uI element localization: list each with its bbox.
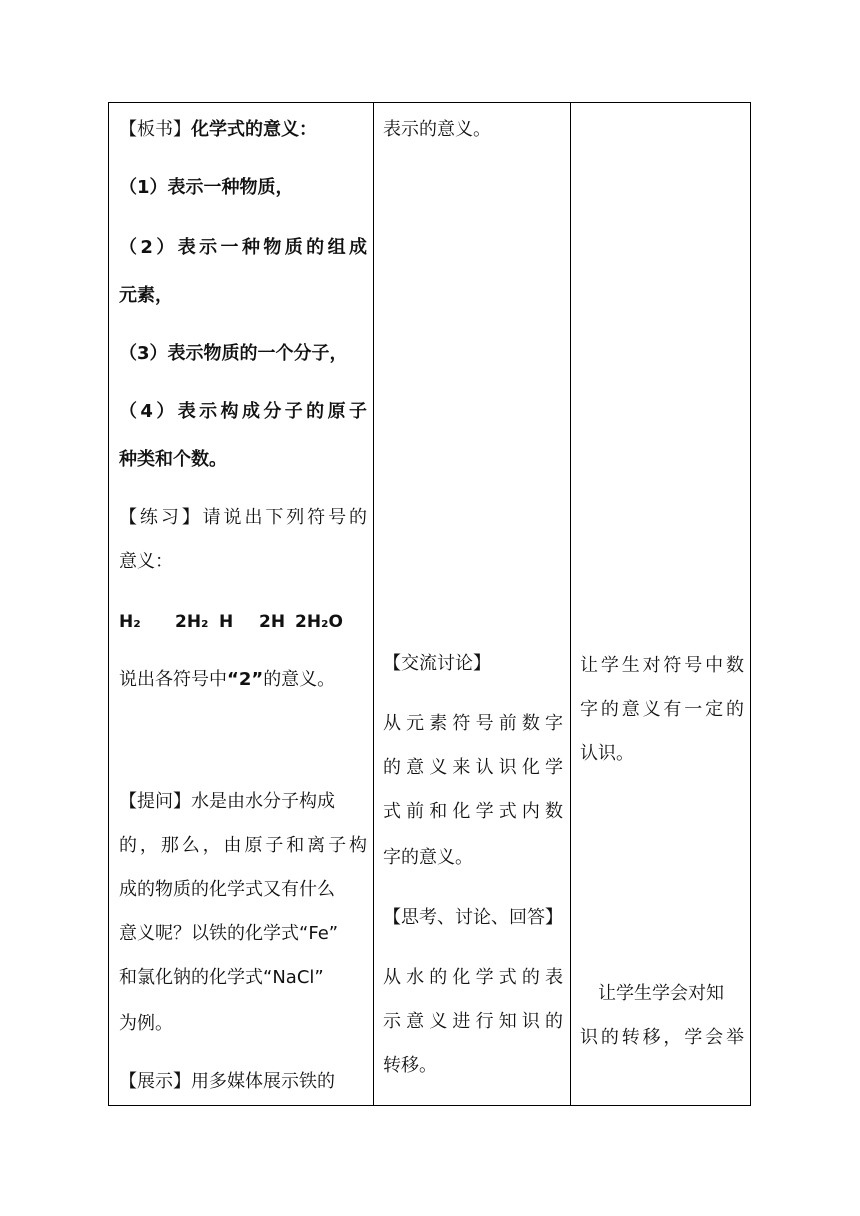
formula-list — [119, 611, 343, 633]
discussion-line-2: 的意义来认识化学 — [383, 757, 563, 778]
column-divider-1 — [373, 103, 374, 1105]
intent-line-3: 认识。 — [580, 743, 634, 764]
question-line-5: 和氯化钠的化学式“NaCl” — [119, 967, 324, 988]
meaning-item-4-cont: 种类和个数。 — [119, 449, 227, 470]
teacher-activity-column — [119, 103, 367, 1105]
formula-h2: H₂ — [119, 612, 141, 632]
student-activity-column — [383, 103, 563, 1105]
discussion-line-4: 字的意义。 — [383, 847, 473, 868]
think-line-2: 示意义进行知识的 — [383, 1011, 563, 1032]
meaning-item-2: （2）表示一种物质的组成 — [119, 237, 367, 258]
discussion-line-1: 从元素符号前数字 — [383, 713, 563, 734]
board-tag: 【板书】 — [119, 119, 191, 140]
intent-line-2: 字的意义有一定的 — [580, 699, 744, 720]
question-line-3: 成的物质的化学式又有什么 — [119, 879, 335, 900]
instruction-part-a: 说出各符号中 — [119, 669, 227, 690]
board-title: 化学式的意义： — [191, 119, 317, 140]
think-heading: 【思考、讨论、回答】 — [383, 907, 563, 928]
formula-2h: 2H — [259, 612, 286, 632]
intent-line-4: 让学生学会对知 — [598, 983, 724, 1004]
think-line-1: 从水的化学式的表 — [383, 967, 563, 988]
board-heading — [119, 119, 317, 141]
exercise-prompt-cont: 意义： — [119, 551, 173, 572]
lesson-table — [108, 102, 751, 1106]
meaning-item-3: （3）表示物质的一个分子， — [119, 343, 348, 364]
discussion-line-3: 式前和化学式内数 — [383, 801, 563, 822]
display-line: 【展示】用多媒体展示铁的 — [119, 1071, 335, 1092]
question-line-6: 为例。 — [119, 1013, 173, 1034]
discussion-heading: 【交流讨论】 — [383, 653, 491, 674]
meaning-note: 表示的意义。 — [383, 119, 491, 140]
think-line-3: 转移。 — [383, 1055, 437, 1076]
exercise-prompt: 【练习】请说出下列符号的 — [119, 507, 367, 528]
intent-line-1: 让学生对符号中数 — [580, 655, 744, 676]
instruction-part-c: 的意义。 — [263, 669, 336, 690]
question-line-2: 的，那么，由原子和离子构 — [119, 835, 367, 856]
question-line-1: 【提问】水是由水分子构成 — [119, 791, 335, 812]
column-divider-2 — [570, 103, 571, 1105]
instruction-part-b: “2” — [227, 669, 264, 690]
exercise-instruction — [119, 669, 335, 691]
formula-2h2: 2H₂ — [175, 612, 209, 632]
question-line-4: 意义呢？以铁的化学式“Fe” — [119, 923, 339, 944]
formula-h: H — [219, 612, 234, 632]
meaning-item-2-cont: 元素， — [119, 285, 173, 306]
formula-2h2o: 2H₂O — [295, 612, 343, 632]
intent-line-5: 识的转移，学会举 — [580, 1027, 744, 1048]
meaning-item-4: （4）表示构成分子的原子 — [119, 401, 367, 422]
design-intent-column — [580, 103, 744, 1105]
meaning-item-1: （1）表示一种物质， — [119, 177, 294, 198]
